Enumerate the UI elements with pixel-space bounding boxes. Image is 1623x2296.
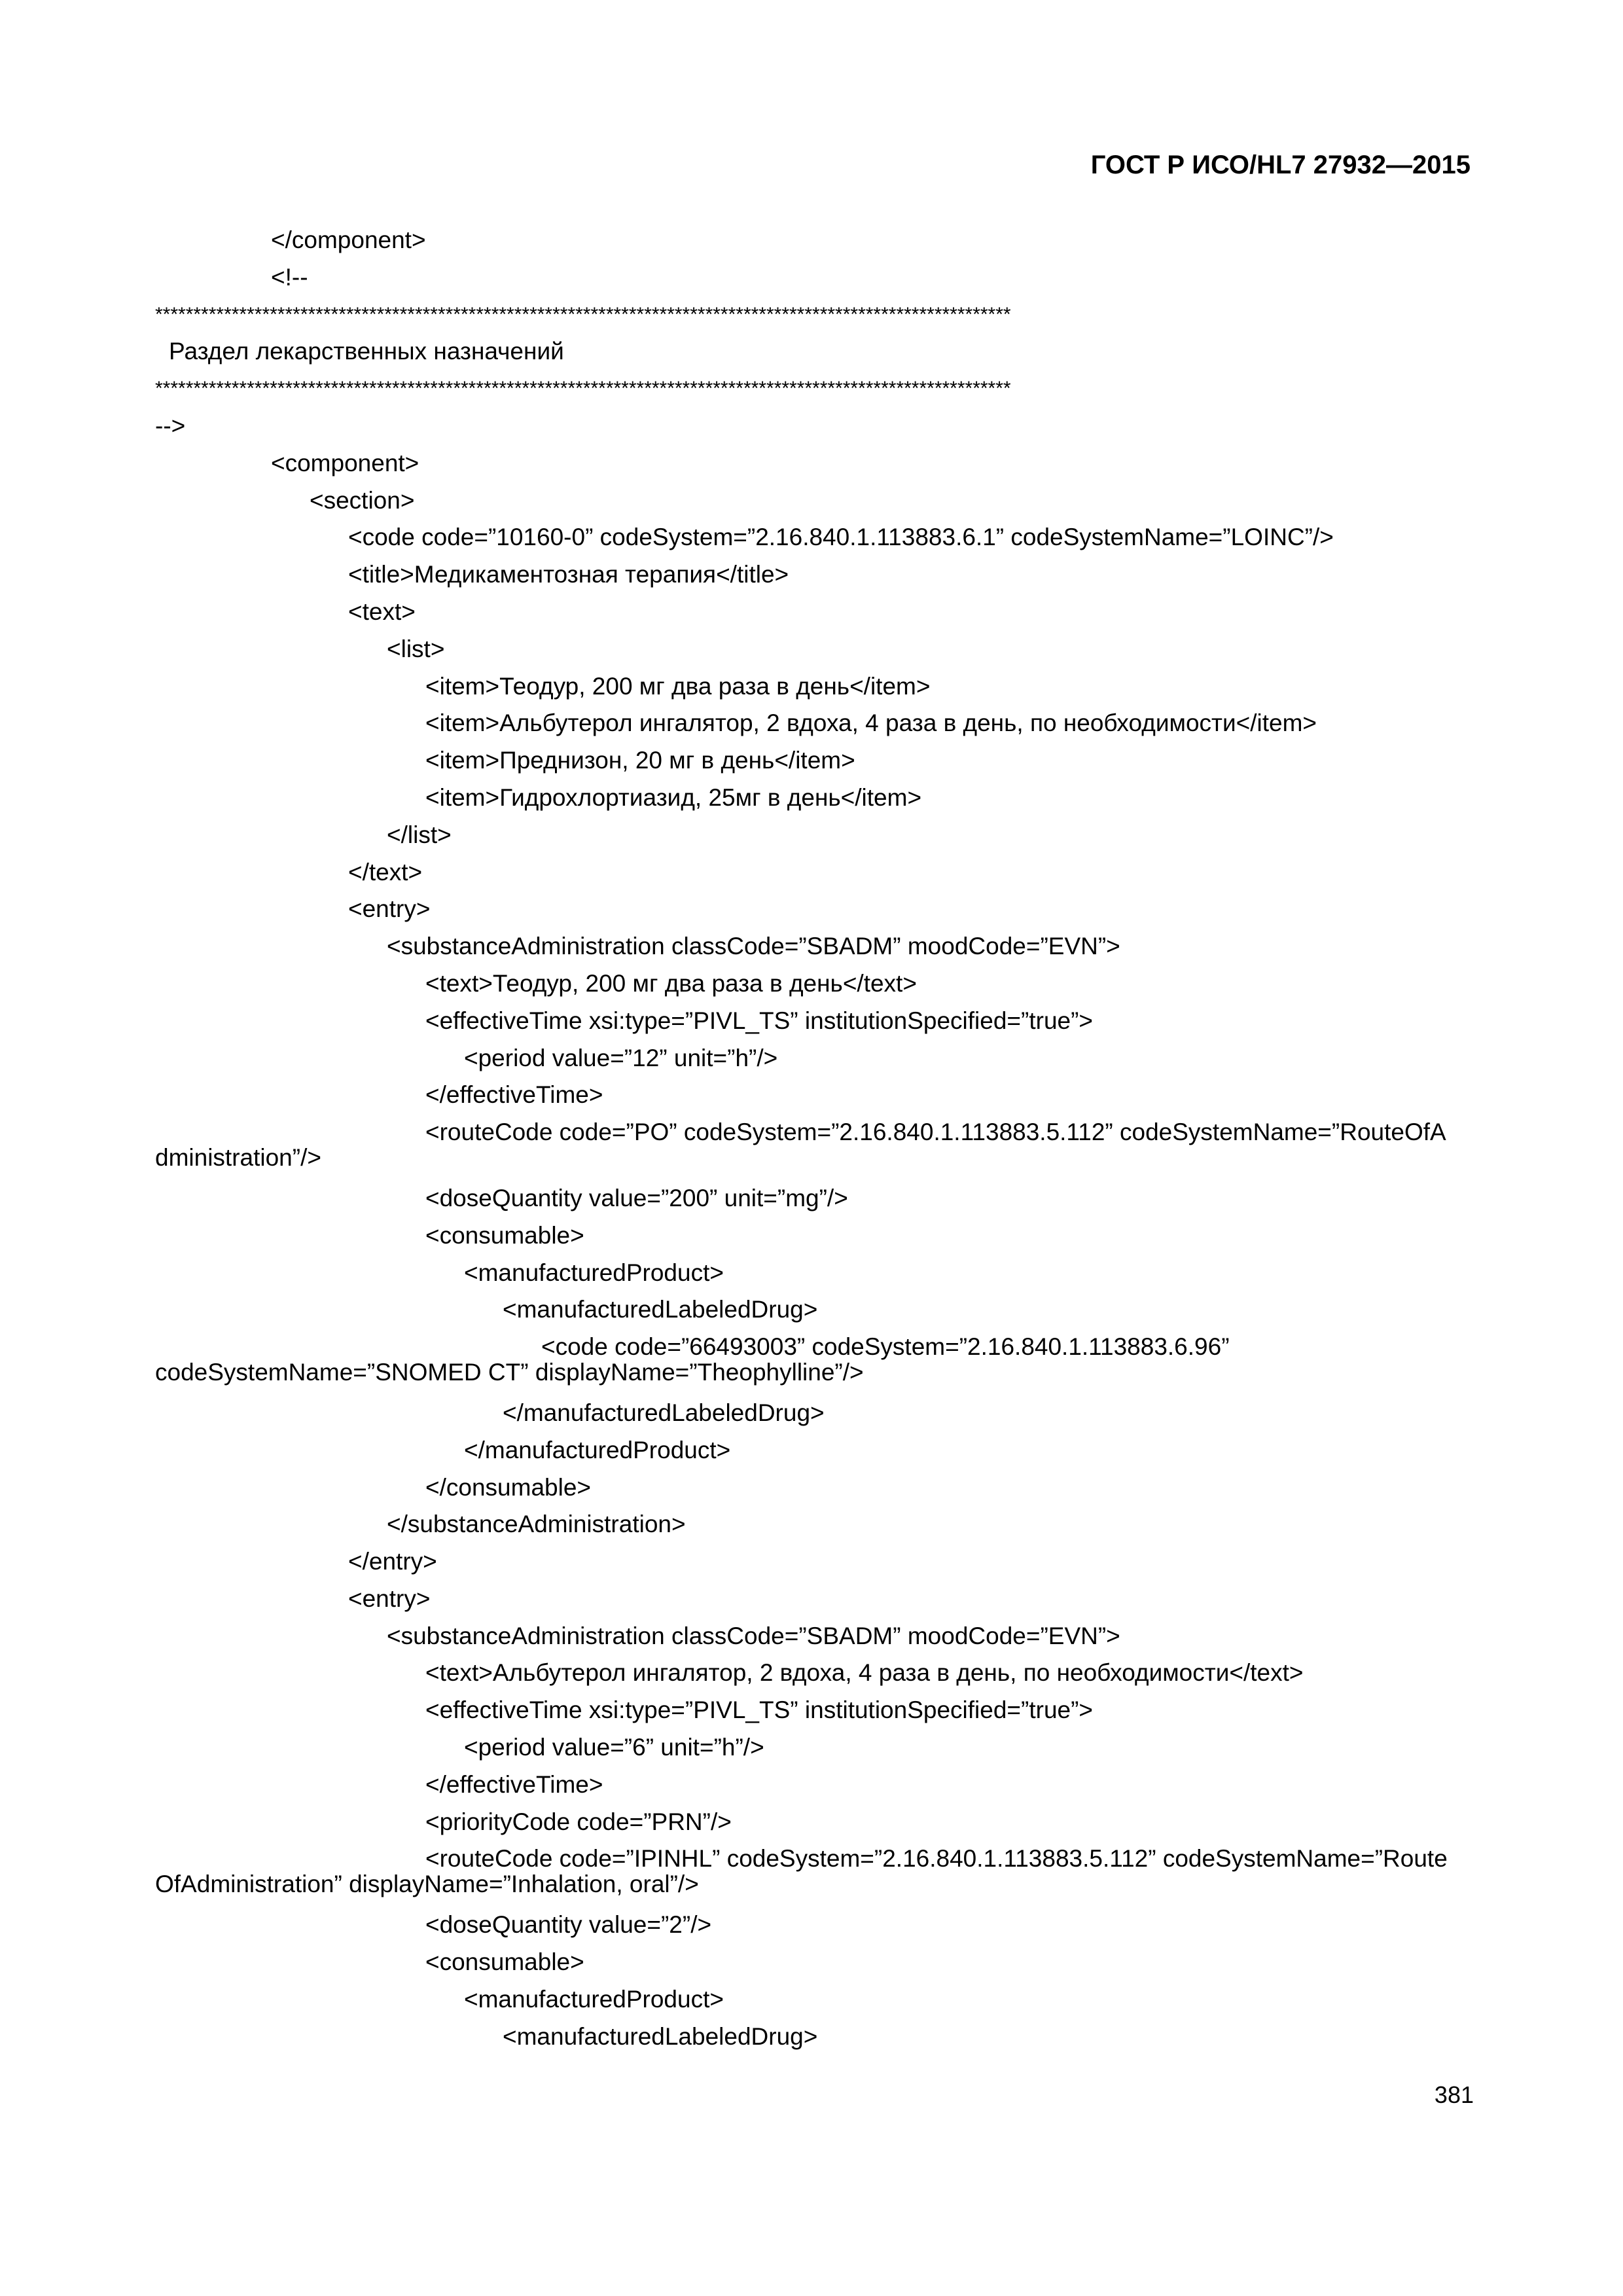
code-line: <effectiveTime xsi:type=”PIVL_TS” institutionSpecified=”true”> [425,1696,1094,1724]
code-line: Раздел лекарственных назначений [169,338,564,365]
code-line: <doseQuantity value=”200” unit=”mg”/> [425,1184,848,1211]
code-line: <code code=”66493003” codeSystem=”2.16.840.1.113883.6.96” [541,1333,1230,1361]
code-line: <manufacturedLabeledDrug> [503,2022,818,2050]
code-line: <item>Теодур, 200 мг два раза в день</item> [425,672,931,700]
code-line: <text>Альбутерол ингалятор, 2 вдоха, 4 раза в день, по необходимости</text> [425,1659,1304,1687]
code-line: <period value=”6” unit=”h”/> [464,1734,764,1761]
code-line: </list> [387,821,452,848]
code-line: </manufacturedLabeledDrug> [503,1399,825,1426]
comment-separator: **************************************************************************************************************** [155,303,1011,325]
code-line: <list> [387,635,445,662]
code-line: </entry> [348,1548,437,1575]
code-line: </consumable> [425,1473,592,1501]
code-line: <routeCode code=”IPINHL” codeSystem=”2.16.840.1.113883.5.112” codeSystemName=”Route [425,1845,1448,1873]
code-line: </effectiveTime> [425,1081,603,1109]
page-number: 381 [1434,2081,1474,2108]
code-line: <text> [348,598,416,625]
code-line: <component> [271,449,419,476]
code-line: --> [155,412,186,439]
code-line: <title>Медикаментозная терапия</title> [348,561,789,588]
code-line: <code code=”10160-0” codeSystem=”2.16.840.1.113883.6.1” codeSystemName=”LOINC”/> [348,524,1334,551]
code-line: <doseQuantity value=”2”/> [425,1911,712,1939]
code-line: <routeCode code=”PO” codeSystem=”2.16.840.1.113883.5.112” codeSystemName=”RouteOfA [425,1119,1446,1146]
code-line: </text> [348,858,423,886]
code-line: </manufacturedProduct> [464,1436,731,1463]
code-line: <entry> [348,895,431,923]
code-line: <text>Теодур, 200 мг два раза в день</text> [425,969,917,997]
code-line: <manufacturedProduct> [464,1259,724,1286]
code-line: <manufacturedProduct> [464,1985,724,2013]
code-line: <consumable> [425,1221,584,1249]
code-line: <item>Преднизон, 20 мг в день</item> [425,747,855,774]
code-line: <entry> [348,1585,431,1612]
code-line: <!-- [271,263,308,291]
code-line: <manufacturedLabeledDrug> [503,1296,818,1323]
document-standard-header: ГОСТ Р ИСО/HL7 27932—2015 [1090,151,1471,179]
code-line: <item>Гидрохлортиазид, 25мг в день</item> [425,783,922,811]
code-line: codeSystemName=”SNOMED CT” displayName=”Theophylline”/> [155,1359,864,1386]
code-line: </substanceAdministration> [387,1511,686,1538]
comment-separator: **************************************************************************************************************** [155,378,1011,400]
xml-listing [155,222,1477,2055]
code-line: <substanceAdministration classCode=”SBADM” moodCode=”EVN”> [387,1622,1120,1649]
code-line: <item>Альбутерол ингалятор, 2 вдоха, 4 раза в день, по необходимости</item> [425,709,1317,737]
code-line: <consumable> [425,1948,584,1976]
code-line: dministration”/> [155,1144,321,1172]
code-line: </effectiveTime> [425,1770,603,1798]
code-line: <effectiveTime xsi:type=”PIVL_TS” institutionSpecified=”true”> [425,1007,1094,1034]
code-line: <priorityCode code=”PRN”/> [425,1808,732,1835]
code-line: </component> [271,226,426,253]
code-line: <substanceAdministration classCode=”SBADM” moodCode=”EVN”> [387,933,1120,960]
code-line: <period value=”12” unit=”h”/> [464,1044,778,1071]
code-line: OfAdministration” displayName=”Inhalation, oral”/> [155,1871,699,1898]
code-line: <section> [310,486,415,514]
